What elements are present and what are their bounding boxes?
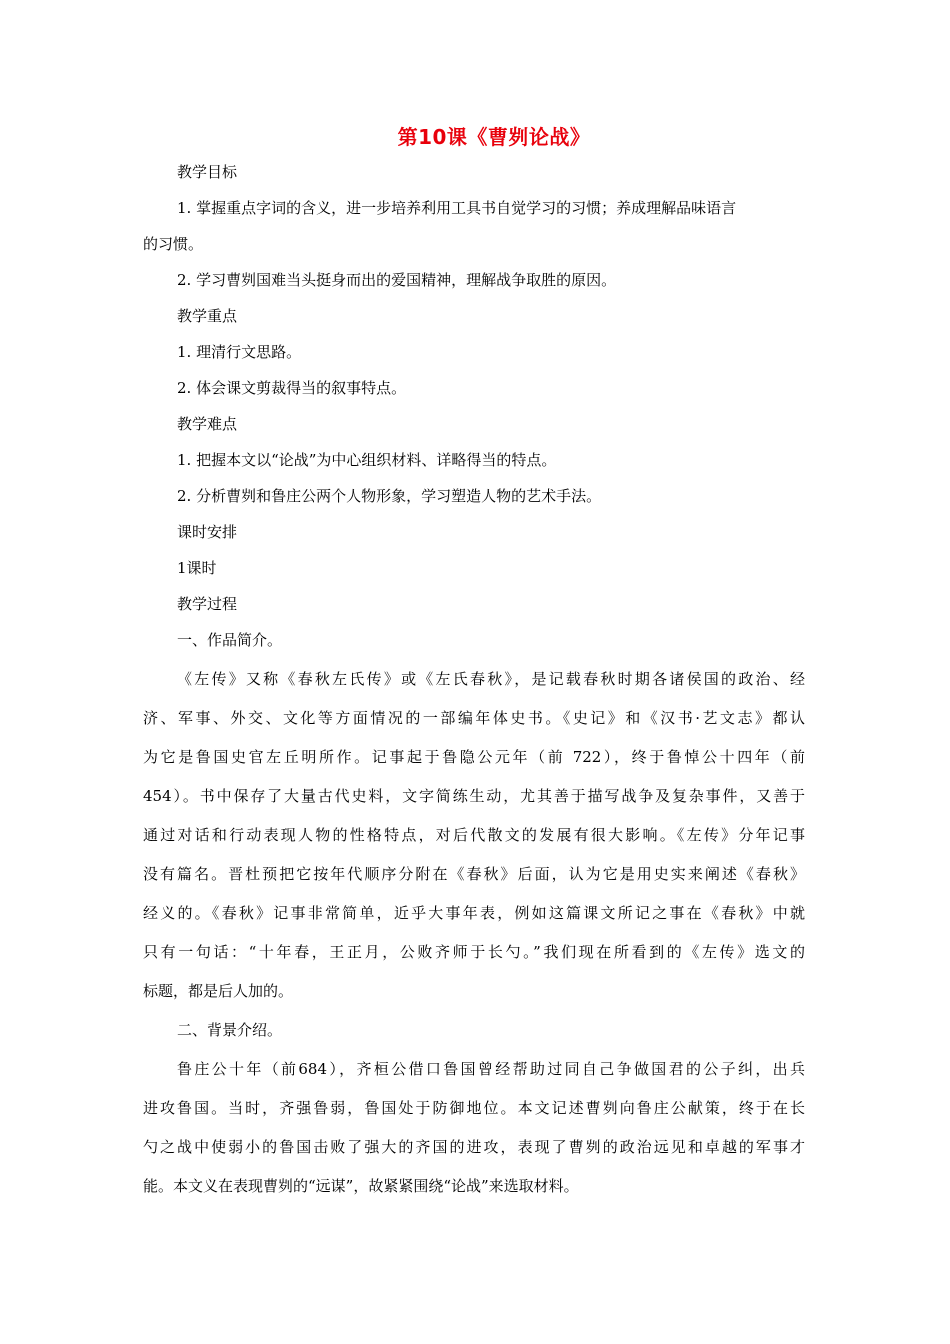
paragraph-line: 2. 分析曹刿和鲁庄公两个人物形象，学习塑造人物的艺术手法。	[177, 487, 602, 505]
paragraph-line: 勺之战中使弱小的鲁国击败了强大的齐国的进攻，表现了曹刿的政治远见和卓越的军事才	[143, 1138, 805, 1156]
paragraph-line: 1. 理清行文思路。	[177, 343, 302, 361]
paragraph-line: 2. 学习曹刿国难当头挺身而出的爱国精神，理解战争取胜的原因。	[177, 271, 617, 289]
paragraph-line: 没有篇名。晋杜预把它按年代顺序分附在《春秋》后面，认为它是用史实来阐述《春秋》	[143, 865, 805, 883]
paragraph-line: 1. 掌握重点字词的含义，进一步培养利用工具书自觉学习的习惯；养成理解品味语言	[177, 199, 737, 217]
paragraph-line: 只有一句话：“十年春，王正月，公败齐师于长勺。”我们现在所看到的《左传》选文的	[143, 943, 805, 961]
section-heading-intro: 一、作品简介。	[177, 631, 283, 649]
paragraph-line: 标题，都是后人加的。	[143, 982, 294, 1000]
paragraph-line: 进攻鲁国。当时，齐强鲁弱，鲁国处于防御地位。本文记述曹刿向鲁庄公献策，终于在长	[143, 1099, 805, 1117]
paragraph-line: 454）。书中保存了大量古代史料，文字简练生动，尤其善于描写战争及复杂事件，又善于	[143, 787, 805, 805]
paragraph-line: 济、军事、外交、文化等方面情况的一部编年体史书。《史记》和《汉书·艺文志》都认	[143, 709, 805, 727]
paragraph-line: 的习惯。	[143, 235, 204, 253]
paragraph-line: 为它是鲁国史官左丘明所作。记事起于鲁隐公元年（前 722），终于鲁悼公十四年（前	[143, 748, 805, 766]
heading-teaching-focus: 教学重点	[177, 307, 238, 325]
paragraph-line: 能。本文义在表现曹刿的“远谋”，故紧紧围绕“论战”来选取材料。	[143, 1177, 579, 1195]
paragraph-line: 《左传》又称《春秋左氏传》或《左氏春秋》，是记载春秋时期各诸侯国的政治、经	[177, 670, 805, 688]
section-heading-background: 二、背景介绍。	[177, 1021, 283, 1039]
paragraph-line: 经义的。《春秋》记事非常简单，近乎大事年表，例如这篇课文所记之事在《春秋》中就	[143, 904, 805, 922]
heading-teaching-difficulty: 教学难点	[177, 415, 238, 433]
paragraph-line: 2. 体会课文剪裁得当的叙事特点。	[177, 379, 407, 397]
paragraph-line: 1. 把握本文以“论战”为中心组织材料、详略得当的特点。	[177, 451, 557, 469]
heading-teaching-process: 教学过程	[177, 595, 238, 613]
paragraph-line: 鲁庄公十年（前684），齐桓公借口鲁国曾经帮助过同自己争做国君的公子纠，出兵	[177, 1060, 805, 1078]
heading-teaching-goals: 教学目标	[177, 163, 238, 181]
paragraph-line: 通过对话和行动表现人物的性格特点，对后代散文的发展有很大影响。《左传》分年记事	[143, 826, 805, 844]
heading-schedule: 课时安排	[177, 523, 238, 541]
lesson-title: 第10课《曹刿论战》	[397, 125, 591, 149]
paragraph-line: 1课时	[177, 559, 217, 577]
